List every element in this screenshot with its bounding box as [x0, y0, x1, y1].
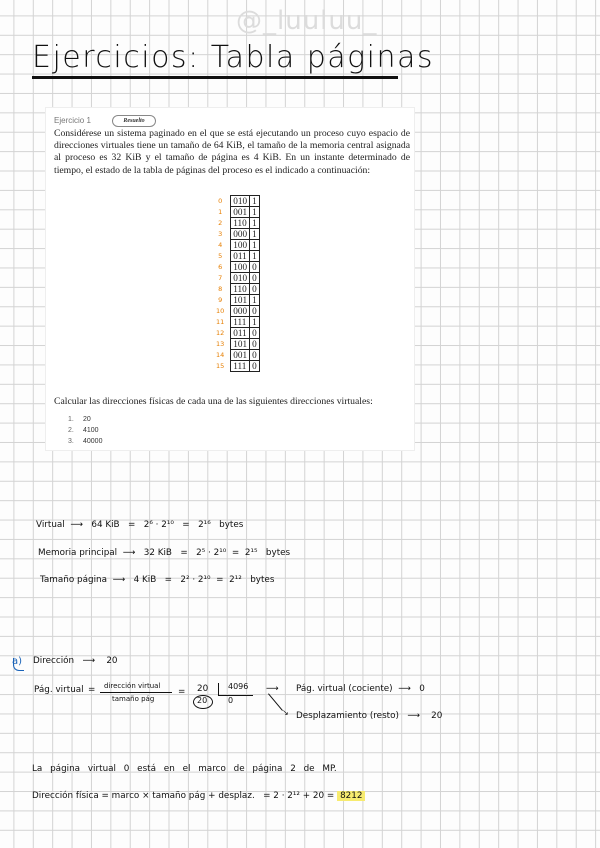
page-title: Ejercicios: Tabla páginas — [32, 40, 435, 75]
page-number: 8 — [218, 285, 223, 293]
address-number: 3. — [68, 438, 74, 445]
cociente-value: 0 — [419, 684, 425, 694]
fraction-numerator: dirección virtual — [104, 682, 161, 690]
frame-bits: 001 — [231, 350, 250, 361]
page-table-row — [214, 240, 259, 251]
frame-bits: 001 — [231, 207, 250, 218]
frame-bits: 000 — [231, 229, 250, 240]
note-memoria-eq1: 2⁵ · 2¹⁰ — [196, 548, 227, 558]
cociente-label: Pág. virtual (cociente) — [296, 684, 393, 694]
fisica-result: 8212 — [337, 791, 365, 801]
note-tamano-size: 4 KiB — [133, 575, 157, 585]
fisica-line — [32, 791, 365, 801]
page-table-row — [214, 339, 259, 350]
page-number: 5 — [218, 252, 223, 260]
fisica-label: Dirección física = marco × tamaño pág + desplaz. — [32, 791, 255, 801]
note-tamano-eq1: 2² · 2¹⁰ — [180, 575, 211, 585]
note-memoria-unit: bytes — [265, 548, 291, 558]
page-table-row — [214, 218, 259, 229]
address-value: 40000 — [83, 438, 103, 445]
note-tamano-eq2: 2¹² — [229, 575, 242, 585]
frame-bits: 000 — [231, 306, 250, 317]
frame-bits: 100 — [231, 262, 250, 273]
valid-bit: 1 — [250, 317, 260, 328]
note-virtual: Virtual ⟶ 64 KiB = 2⁶ · 2¹⁰ = 2¹⁶ bytes — [36, 520, 244, 530]
direccion-label: Dirección — [33, 656, 75, 666]
page-table-row — [214, 328, 259, 339]
title-underline — [32, 76, 398, 79]
page-number: 11 — [216, 318, 225, 326]
frame-bits: 010 — [231, 273, 250, 284]
resto-value: 20 — [431, 711, 443, 721]
page-table-row — [214, 273, 259, 284]
valid-bit: 0 — [250, 262, 260, 273]
note-virtual-size: 64 KiB — [91, 520, 120, 530]
cociente-line: Pág. virtual (cociente) ⟶ 0 — [296, 684, 425, 694]
valid-bit: 1 — [250, 251, 260, 262]
direccion-value: 20 — [106, 656, 118, 666]
page-table-row — [214, 295, 259, 306]
frame-bits: 011 — [231, 251, 250, 262]
valid-bit: 0 — [250, 273, 260, 284]
note-tamano-label: Tamaño página — [40, 575, 107, 585]
valid-bit: 0 — [250, 306, 260, 317]
page-table-row — [214, 361, 259, 372]
address-number: 1. — [68, 416, 74, 423]
marker-bracket — [13, 658, 24, 671]
virtual-address-item — [68, 436, 102, 447]
virtual-address-item — [68, 414, 102, 425]
frame-bits: 101 — [231, 339, 250, 350]
fraction-bar — [100, 692, 172, 693]
page-table-row — [214, 229, 259, 240]
exercise-question: Calcular las direcciones físicas de cada una de las siguientes direcciones virtuales: — [54, 396, 373, 407]
page-number: 3 — [218, 230, 223, 238]
page-number: 12 — [216, 329, 225, 337]
arrow-resto-line — [268, 693, 283, 710]
equals-sign-2: = — [178, 687, 186, 697]
page-table-row — [214, 317, 259, 328]
frame-bits: 110 — [231, 284, 250, 295]
page-table — [214, 195, 260, 372]
watermark: @_luuluu_ — [236, 6, 378, 36]
note-memoria-eq2: 2¹⁵ — [244, 548, 258, 558]
division-remainder: 20 — [197, 696, 208, 705]
note-virtual-unit: bytes — [219, 520, 244, 530]
note-tamano: Tamaño página ⟶ 4 KiB = 2² · 2¹⁰ = 2¹² bytes — [40, 575, 275, 585]
note-virtual-label: Virtual — [36, 520, 65, 530]
page-number: 0 — [218, 197, 223, 205]
arrow-resto-head: ↘ — [282, 708, 289, 717]
page-table-row — [214, 262, 259, 273]
page-number: 2 — [218, 219, 223, 227]
equals-sign: = — [88, 685, 96, 695]
valid-bit: 1 — [250, 229, 260, 240]
valid-bit: 1 — [250, 240, 260, 251]
fraction-denominator: tamaño pág — [112, 695, 155, 703]
conclusion-text: La página virtual 0 está en el marco de página 2 de MP. — [32, 764, 337, 774]
note-memoria: Memoria principal ⟶ 32 KiB = 2⁵ · 2¹⁰ = 2¹⁵ bytes — [38, 548, 291, 558]
page-number: 4 — [218, 241, 223, 249]
exercise-statement: Considérese un sistema paginado en el que se está ejecutando un proceso cuyo espacio de direcciones virtuales tiene un tamaño de 64 KiB, el tamaño de la memoria central asignada al proceso es 32 KiB y el tamaño de página es 4 KiB. En un instante determinado de tiempo, el estado de la tabla de páginas del proceso es el indicado a continuación: — [54, 128, 410, 176]
division-divisor: 4096 — [228, 682, 249, 691]
page-table-row — [214, 196, 259, 207]
fisica-calc: = 2 · 2¹² + 20 = — [263, 791, 335, 801]
address-number: 2. — [68, 427, 74, 434]
frame-bits: 010 — [231, 196, 250, 207]
valid-bit: 0 — [250, 339, 260, 350]
resto-line: Desplazamiento (resto) ⟶ 20 — [296, 711, 443, 721]
valid-bit: 1 — [250, 196, 260, 207]
valid-bit: 0 — [250, 284, 260, 295]
address-value: 4100 — [83, 427, 99, 434]
valid-bit: 1 — [250, 218, 260, 229]
valid-bit: 1 — [250, 295, 260, 306]
valid-bit: 1 — [250, 207, 260, 218]
frame-bits: 110 — [231, 218, 250, 229]
frame-bits: 100 — [231, 240, 250, 251]
direccion-line: Dirección ⟶ 20 — [33, 656, 118, 666]
frame-bits: 111 — [231, 317, 250, 328]
frame-bits: 011 — [231, 328, 250, 339]
resto-label: Desplazamiento (resto) — [296, 711, 399, 721]
division-quotient: 0 — [228, 696, 234, 705]
resuelto-badge: Resuelto — [112, 115, 156, 127]
virtual-address-list — [68, 414, 102, 447]
note-memoria-label: Memoria principal — [38, 548, 118, 558]
page-number: 10 — [216, 307, 225, 315]
page-table-row — [214, 251, 259, 262]
address-value: 20 — [83, 416, 91, 423]
page-number: 13 — [216, 340, 225, 348]
page-number: 6 — [218, 263, 223, 271]
page-table-row — [214, 350, 259, 361]
page-number: 9 — [218, 296, 223, 304]
arrow-cociente: ⟶ — [266, 684, 279, 694]
page-number: 1 — [218, 208, 223, 216]
solution-marker: a) — [12, 656, 23, 667]
exercise-label: Ejercicio 1 — [54, 116, 91, 125]
pag-virtual-label: Pág. virtual — [34, 685, 84, 695]
page-table-row — [214, 306, 259, 317]
note-virtual-eq1: 2⁶ · 2¹⁰ — [143, 520, 174, 530]
valid-bit: 0 — [250, 361, 260, 372]
page-table-row — [214, 284, 259, 295]
page-number: 14 — [216, 351, 225, 359]
page-number: 15 — [216, 362, 225, 370]
page-table-row — [214, 207, 259, 218]
virtual-address-item — [68, 425, 102, 436]
valid-bit: 0 — [250, 350, 260, 361]
frame-bits: 101 — [231, 295, 250, 306]
note-virtual-eq2: 2¹⁶ — [198, 520, 211, 530]
valid-bit: 0 — [250, 328, 260, 339]
division-dividend: 20 — [197, 684, 209, 694]
note-memoria-size: 32 KiB — [143, 548, 172, 558]
page-number: 7 — [218, 274, 223, 282]
note-tamano-unit: bytes — [250, 575, 275, 585]
exercise-card — [46, 108, 414, 450]
frame-bits: 111 — [231, 361, 250, 372]
